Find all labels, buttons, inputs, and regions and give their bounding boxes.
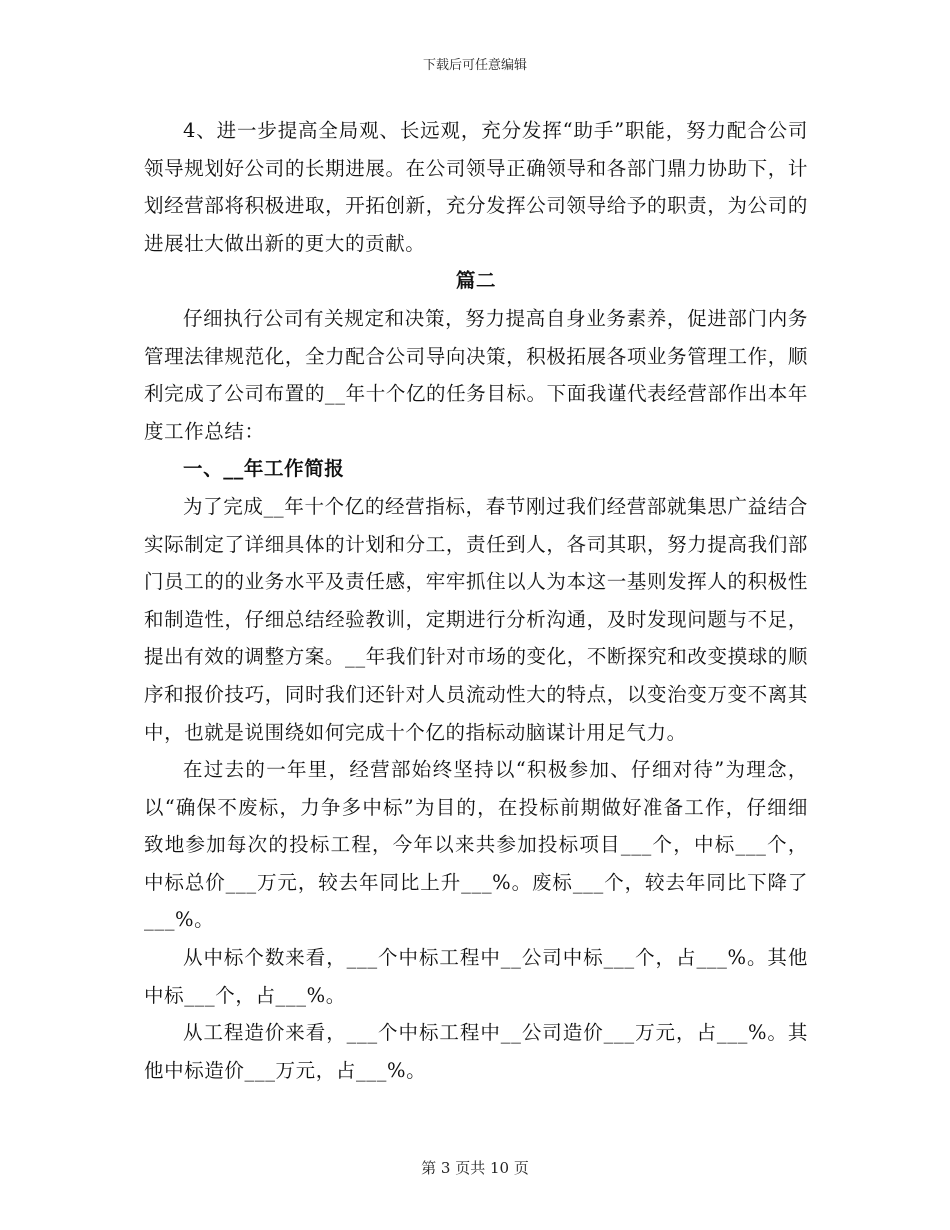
paragraph-bid-cost: 从工程造价来看，___个中标工程中__公司造价___万元，占___%。其他中标造价___万元，占___%。 [144,1021,808,1082]
heading-work-report: 一、__年工作简报 [183,457,345,481]
paragraph-intro: 仔细执行公司有关规定和决策，努力提高自身业务素养，促进部门内务管理法律规范化，全力配合公司导向决策，积极拓展各项业务管理工作，顺利完成了公司布置的__年十个亿的任务目标。下面我谨代表经营部作出本年度工作总结： [144,306,808,443]
page-number: 第 3 页共 10 页 [421,1159,529,1177]
paragraph-bidding: 在过去的一年里，经营部始终坚持以“积极参加、仔细对待”为理念，以“确保不废标，力争多中标”为目的，在投标前期做好准备工作，仔细细致地参加每次的投标工程，今年以来共参加投标项目___个，中标___个，中标总价___万元，较去年同比上升___%。废标___个，较去年同比下降了___%。 [144,758,808,932]
paragraph-bid-count: 从中标个数来看，___个中标工程中__公司中标___个，占___%。其他中标___个，占___%。 [144,946,808,1007]
page-header: 下载后可任意编辑 [422,58,527,73]
paragraph-item-4: 4、进一步提高全局观、长远观，充分发挥“助手”职能，努力配合公司领导规划好公司的长期进展。在公司领导正确领导和各部门鼎力协助下，计划经营部将积极进取，开拓创新，充分发挥公司领导给予的职责，为公司的进展壮大做出新的更大的贡献。 [144,119,808,255]
section-title: 篇二 [455,269,497,293]
paragraph-goals: 为了完成__年十个亿的经营指标，春节刚过我们经营部就集思广益结合实际制定了详细具体的计划和分工，责任到人，各司其职，努力提高我们部门员工的的业务水平及责任感，牢牢抓住以人为本这一基则发挥人的积极性和制造性，仔细总结经验教训，定期进行分析沟通，及时发现问题与不足，提出有效的调整方案。__年我们针对市场的变化，不断探究和改变摸球的顺序和报价技巧，同时我们还针对人员流动性大的特点，以变治变万变不离其中，也就是说围绕如何完成十个亿的指标动脑谋计用足气力。 [144,494,808,744]
document-body [144,112,808,1089]
